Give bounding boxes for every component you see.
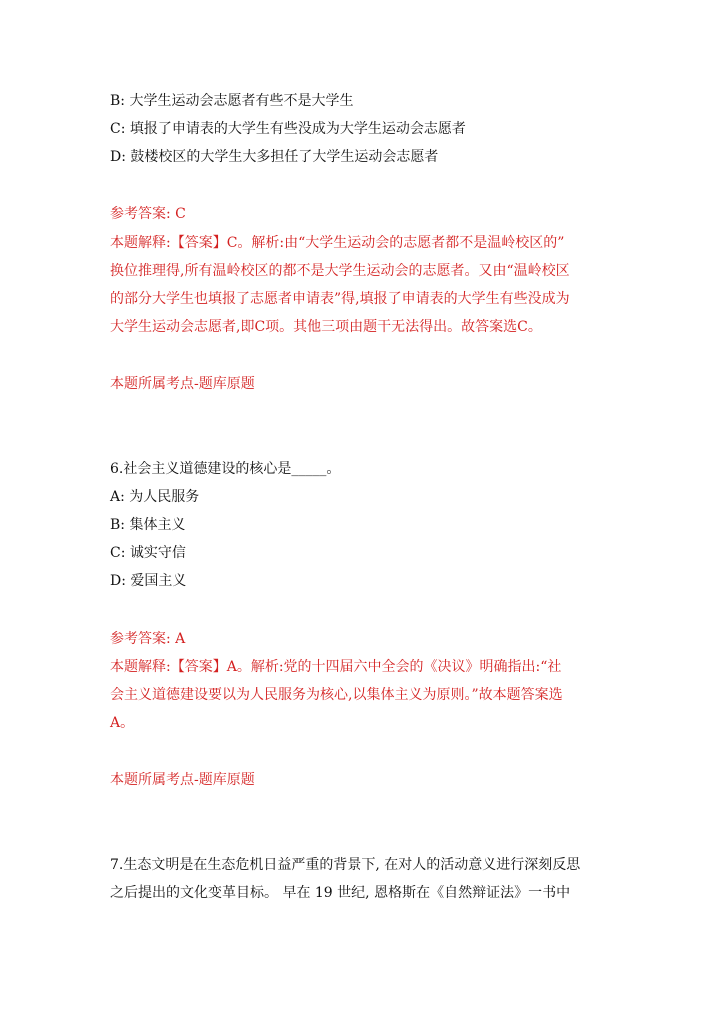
- q5-explanation-line-2: 换位推理得,所有温岭校区的都不是大学生运动会的志愿者。又由“温岭校区: [110, 263, 570, 279]
- q6-explanation-line-1: 本题解释:【答案】A。解析:党的十四届六中全会的《决议》明确指出:“社: [110, 659, 562, 675]
- q6-explanation-line-2: 会主义道德建设要以为人民服务为核心,以集体主义为原则。”故本题答案选: [110, 687, 563, 703]
- q6-topic: 本题所属考点-题库原题: [110, 772, 255, 788]
- q7-question-line-1: 7.生态文明是在生态危机日益严重的背景下, 在对人的活动意义进行深刻反思: [110, 857, 581, 873]
- q6-option-d: D: 爱国主义: [110, 573, 187, 589]
- q5-explanation-line-1: 本题解释:【答案】C。解析:由“大学生运动会的志愿者都不是温岭校区的”: [110, 235, 565, 251]
- q6-question: 6.社会主义道德建设的核心是_____。: [110, 461, 341, 477]
- q5-option-d: D: 鼓楼校区的大学生大多担任了大学生运动会志愿者: [110, 149, 439, 165]
- q6-option-a: A: 为人民服务: [110, 489, 200, 505]
- q5-option-c: C: 填报了申请表的大学生有些没成为大学生运动会志愿者: [110, 121, 466, 137]
- q5-option-b: B: 大学生运动会志愿者有些不是大学生: [110, 93, 354, 109]
- q6-option-c: C: 诚实守信: [110, 545, 186, 561]
- q5-explanation-line-3: 的部分大学生也填报了志愿者申请表”得,填报了申请表的大学生有些没成为: [110, 291, 570, 307]
- q5-topic: 本题所属考点-题库原题: [110, 376, 255, 392]
- q5-answer: 参考答案: C: [110, 206, 186, 222]
- q6-answer: 参考答案: A: [110, 631, 186, 647]
- q6-option-b: B: 集体主义: [110, 517, 186, 533]
- q6-explanation-line-3: A。: [110, 715, 135, 731]
- q5-explanation-line-4: 大学生运动会志愿者,即C项。其他三项由题干无法得出。故答案选C。: [110, 319, 542, 335]
- q7-question-line-2: 之后提出的文化变革目标。 早在 19 世纪, 恩格斯在《自然辩证法》一书中: [110, 885, 571, 901]
